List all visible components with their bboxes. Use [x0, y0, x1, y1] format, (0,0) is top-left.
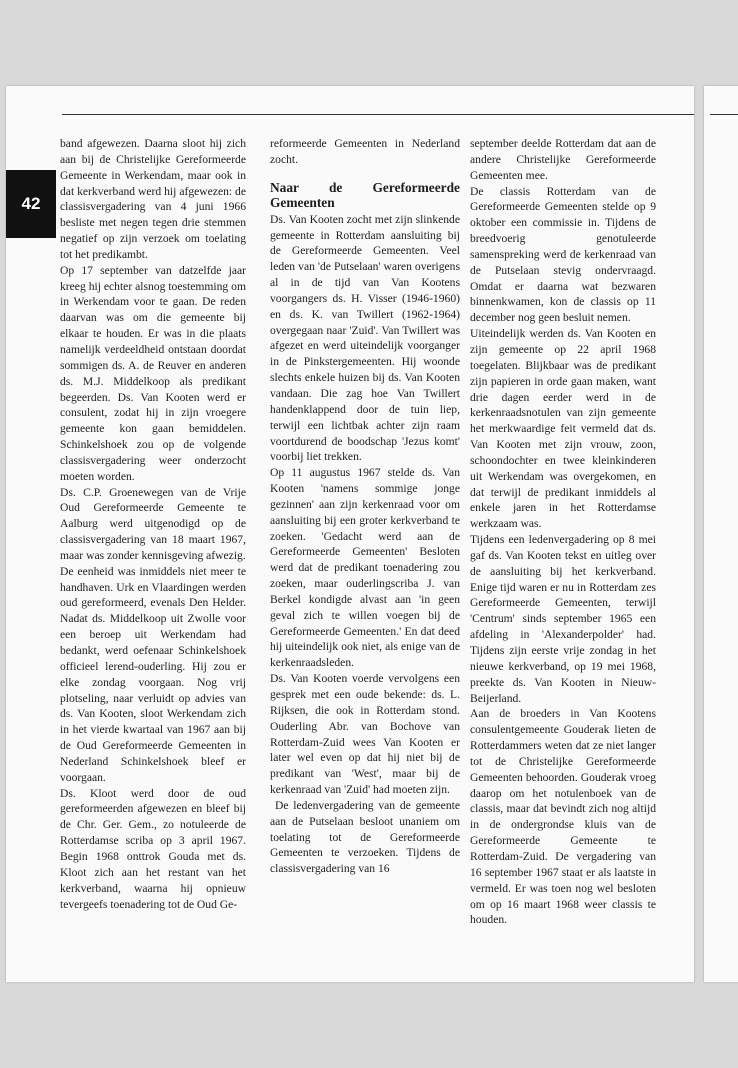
- paragraph: september deelde Rotterdam dat aan de andere Christelijke Gereformeerde Gemeenten mee.: [470, 137, 656, 182]
- book-page: [6, 86, 694, 982]
- paragraph: Ds. Van Kooten voerde vervolgens een gesprek met een oude bekende: ds. L. Rijksen, die ook in Rotterdam stond. Ouderling Abr. van Bochove van Rotterdam-Zuid wees Van Kooten er later wel even op dat hij niet bij de predikant van 'West', maar bij de kerkenraad van 'Zuid' had moeten zijn.: [270, 672, 460, 797]
- paragraph: reformeerde Gemeenten in Nederland zocht.: [270, 137, 460, 166]
- paragraph: De classis Rotterdam van de Gereformeerde Gemeenten stelde op 9 oktober een commissie in. Tijdens de breedvoerig genotuleerde samenspreking werd de kerkenraad van de Putselaan stevig ondervraagd. Omdat er daarna wat bezwaren binnenkwamen, kon de classis op 11 december nog geen besluit nemen.: [470, 184, 656, 325]
- paragraph: Uiteindelijk werden ds. Van Kooten en zijn gemeente op 22 april 1968 toegelaten. Blijkbaar was de predikant zijn papieren in orde gaan maken, want drie dagen eerder werd in de kerkenraadsnotulen van zijn gemeente het merkwaardige feit vermeld dat ds. Van Kooten met zijn vrouw, zoon, schoondochter en twee kleinkinderen uit Werkendam was overgekomen, en dat terwijl de predikant inmiddels al enkele jaren in het Rotterdamse werkzaam was.: [470, 327, 656, 531]
- paragraph: band afgewezen. Daarna sloot hij zich aan bij de Christelijke Gereformeerde Gemeente in Werkendam, maar ook in dat kerkverband werd hij afgewezen: de classisvergadering van 4 juni 1966 besliste met negen tegen drie stemmen negatief op zijn verzoek om toelating tot het predikambt.: [60, 137, 246, 261]
- paragraph: Tijdens een ledenvergadering op 8 mei gaf ds. Van Kooten tekst en uitleg over de aansluiting bij het kerkverband. Enige tijd waren er nu in Rotterdam zes Gereformeerde Gemeenten, terwijl 'Centrum' sinds september 1965 een afdeling in 'Alexanderpolder' had. Tijdens zijn eerste vrije zondag in het nieuwe kerkverband, op 19 mei 1968, preekte ds. Van Kooten in Nieuw-Beijerland.: [470, 533, 656, 705]
- header-rule: [62, 114, 694, 115]
- page-number-tab: [6, 170, 56, 238]
- paragraph: De eenheid was inmiddels niet meer te handhaven. Urk en Vlaardingen werden oud gereformeerd, evenals Den Helder. Nadat ds. Middelkoop uit Zwolle voor een beroep uit Werkendam had bedankt, werd oefenaar Schinkelshoek officieel lerend-ouderling. Hij zou er elke zondag voorgaan. Nog vrij plotseling, naar verluidt op advies van ds. Van Kooten, sloot Werkendam zich in het vierde kwartaal van 1967 aan bij de Oud Gereformeerde Gemeenten in Nederland Schinkelshoek bleef er voorgaan.: [60, 564, 246, 784]
- section-heading: Naar de Gereformeerde Gemeenten: [270, 179, 460, 210]
- text-column-2: [270, 136, 460, 877]
- page-number: 42: [21, 194, 41, 213]
- paragraph: Ds. Van Kooten zocht met zijn slinkende gemeente in Rotterdam aansluiting bij de Gereformeerde Gemeenten. Veel leden van 'de Putselaan' waren overigens al in de tijd van Van Kootens voorgangers ds. H. Visser (1946-1960) en ds. K. van Twillert (1962-1964) overgegaan naar 'Zuid'. Van Twillert was afgezet en werd uiteindelijk voorganger in de Pinkstergemeenten. Hij woonde slechts enkele huizen bij ds. Van Kooten vandaan. Die zag hoe Van Twillert handenklappend door de tuin liep, terwijl een lichtbak achter zijn raam voortdurend de boodschap 'Jezus komt' voorbij liet trekken.: [270, 212, 460, 464]
- next-page-edge: [704, 86, 738, 982]
- paragraph: Op 17 september van datzelfde jaar kreeg hij echter alsnog toestemming om in Werkendam voor te gaan. De reden daarvan was om die gemeente bij elkaar te houden. Er was in die plaats namelijk verdeeldheid ontstaan doordat sommigen ds. A. de Reuver en anderen ds. M.J. Middelkoop als predikant begeerden. Ds. Van Kooten werd er consulent, zodat hij in zijn vroegere gemeente kon gaan bemiddelen. Schinkelshoek zou op de volgende classisvergadering weer onderzocht moeten worden.: [60, 263, 246, 483]
- paragraph: Aan de broeders in Van Kootens consulentgemeente Gouderak lieten de Rotterdammers weten dat ze niet langer tot de Christelijke Gereformeerde Gemeenten behoorden. Gouderak vroeg daarop om het notulenboek van de classis, maar dat bevindt zich nog altijd in de ondergrondse kluis van de Gereformeerde Gemeente te Rotterdam-Zuid. De vergadering van 16 september 1967 staat er als laatste in vermeld. Er was toen nog wel besloten om op 16 maart 1968 weer classis te houden.: [470, 707, 656, 927]
- text-column-3: [470, 136, 656, 928]
- paragraph: Op 11 augustus 1967 stelde ds. Van Kooten 'namens sommige jonge gezinnen' aan zijn kerkenraad voor om aansluiting bij een groter kerkverband te zoeken. 'Gedacht werd aan de Gereformeerde Gemeenten' Besloten werd dat de predikant toenadering zou zoeken, maar ouderlingscriba J. van Berkel kondigde alvast aan 'in geen geval zich te willen voegen bij de Gereformeerde Gemeenten.' En dat deed hij uiteindelijk ook niet, als enige van de kerkenraadsleden.: [270, 466, 460, 670]
- paragraph: Ds. Kloot werd door de oud gereformeerden afgewezen en bleef bij de Chr. Ger. Gem., zo notuleerde de Rotterdamse scriba op 3 april 1967. Begin 1968 onttrok Gouda met ds. Kloot zich aan het restant van het kerkverband, waarna hij opnieuw tevergeefs toenadering tot de Oud Ge-: [60, 786, 246, 911]
- text-column-1: [60, 136, 246, 912]
- next-page-rule: [710, 114, 738, 115]
- paragraph: Ds. C.P. Groenewegen van de Vrije Oud Gereformeerde Gemeente te Aalburg werd uitgenodigd op de classisvergadering van 18 maart 1967, maar was zonder kennisgeving afwezig.: [60, 485, 246, 562]
- paragraph: De ledenvergadering van de gemeente aan de Putselaan besloot unaniem om toelating tot de Gereformeerde Gemeenten te verzoeken. Tijdens de classisvergadering van 16: [270, 798, 460, 876]
